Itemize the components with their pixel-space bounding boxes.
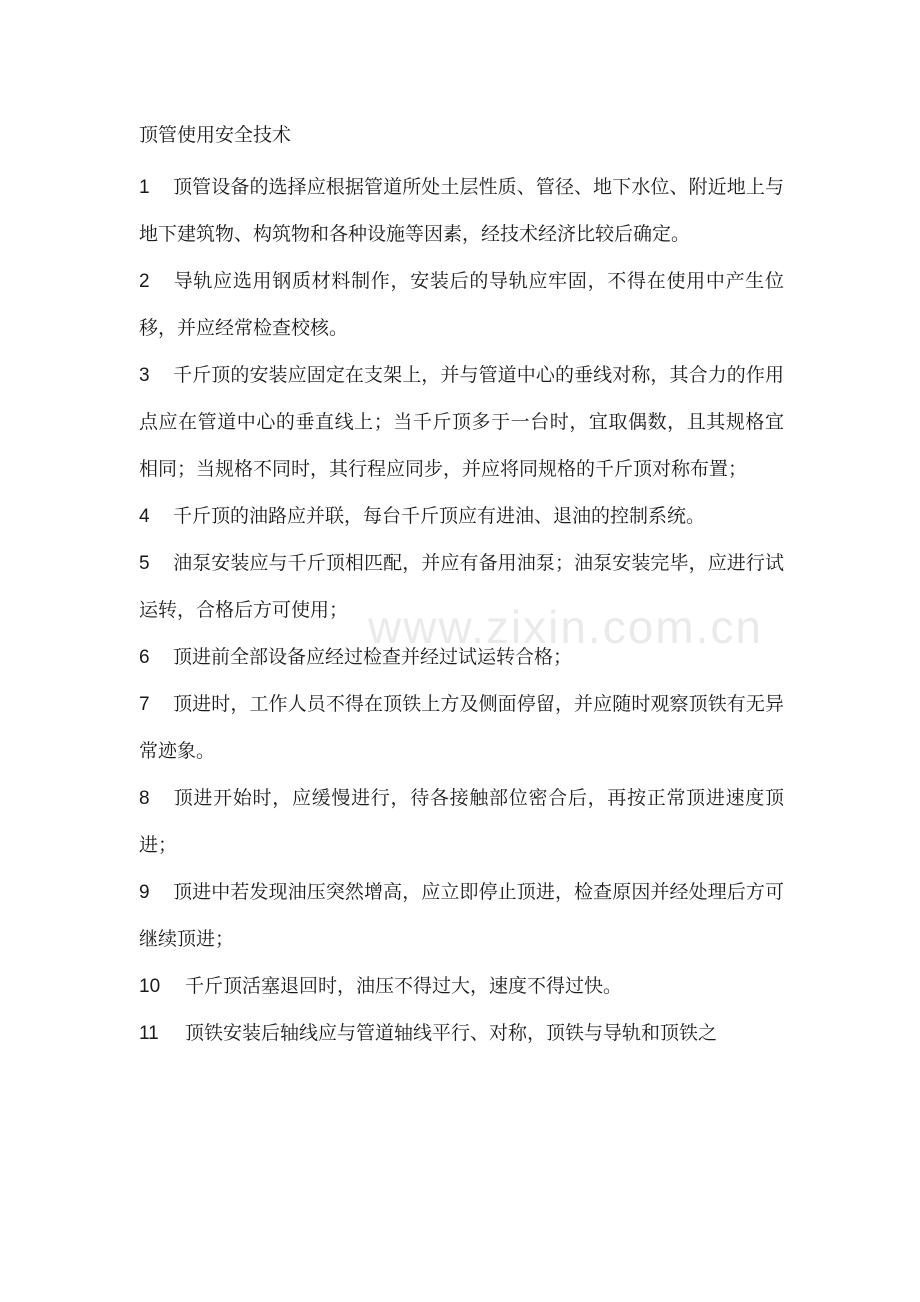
paragraph-text: 导轨应选用钢质材料制作，安装后的导轨应牢固，不得在使用中产生位移，并应经常检查校核。 bbox=[139, 270, 784, 339]
paragraph-number: 8 bbox=[139, 788, 150, 809]
paragraph-text: 油泵安装应与千斤顶相匹配，并应有备用油泵；油泵安装完毕，应进行试运转，合格后方可使用； bbox=[139, 552, 784, 621]
paragraph-text: 顶进开始时，应缓慢进行，待各接触部位密合后，再按正常顶进速度顶进； bbox=[139, 787, 784, 856]
paragraph-number: 4 bbox=[139, 506, 150, 527]
paragraph-number: 10 bbox=[139, 976, 161, 997]
paragraph-text: 顶进中若发现油压突然增高，应立即停止顶进，检查原因并经处理后方可继续顶进； bbox=[139, 881, 784, 950]
paragraph-text: 千斤顶的油路应并联，每台千斤顶应有进油、退油的控制系统。 bbox=[173, 505, 706, 527]
paragraph-number: 11 bbox=[139, 1023, 159, 1044]
paragraph-text: 顶铁安装后轴线应与管道轴线平行、对称，顶铁与导轨和顶铁之 bbox=[185, 1022, 718, 1044]
document-page bbox=[139, 116, 784, 1057]
paragraph-number: 7 bbox=[139, 694, 150, 715]
paragraph-3 bbox=[139, 352, 784, 493]
paragraph-text: 千斤顶活塞退回时，油压不得过大，速度不得过快。 bbox=[185, 975, 623, 997]
paragraph-number: 3 bbox=[139, 365, 150, 386]
paragraph-10 bbox=[139, 963, 784, 1010]
paragraph-9 bbox=[139, 869, 784, 963]
paragraph-number: 5 bbox=[139, 553, 150, 574]
document-title: 顶管使用安全技术 bbox=[139, 124, 292, 146]
paragraph-1 bbox=[139, 164, 784, 258]
watermark: www.zixin.com.cn bbox=[368, 601, 763, 653]
paragraph-text: 顶进时，工作人员不得在顶铁上方及侧面停留，并应随时观察顶铁有无异常迹象。 bbox=[139, 693, 784, 762]
paragraph-11 bbox=[139, 1010, 784, 1057]
paragraph-number: 2 bbox=[139, 271, 150, 292]
paragraph-number: 1 bbox=[139, 177, 150, 198]
paragraph-2 bbox=[139, 258, 784, 352]
paragraph-4 bbox=[139, 493, 784, 540]
paragraph-text: 千斤顶的安装应固定在支架上，并与管道中心的垂线对称，其合力的作用点应在管道中心的垂直线上；当千斤顶多于一台时，宜取偶数，且其规格宜相同；当规格不同时，其行程应同步，并应将同规格的千斤顶对称布置； bbox=[139, 364, 784, 480]
paragraph-6 bbox=[139, 634, 784, 681]
paragraph-7 bbox=[139, 681, 784, 775]
paragraph-8 bbox=[139, 775, 784, 869]
paragraph-5 bbox=[139, 540, 784, 634]
paragraph-text: 顶管设备的选择应根据管道所处土层性质、管径、地下水位、附近地上与地下建筑物、构筑物和各种设施等因素，经技术经济比较后确定。 bbox=[139, 176, 784, 245]
paragraph-number: 6 bbox=[139, 647, 150, 668]
paragraph-number: 9 bbox=[139, 882, 150, 903]
paragraph-text: 顶进前全部设备应经过检查并经过试运转合格； bbox=[173, 646, 573, 668]
